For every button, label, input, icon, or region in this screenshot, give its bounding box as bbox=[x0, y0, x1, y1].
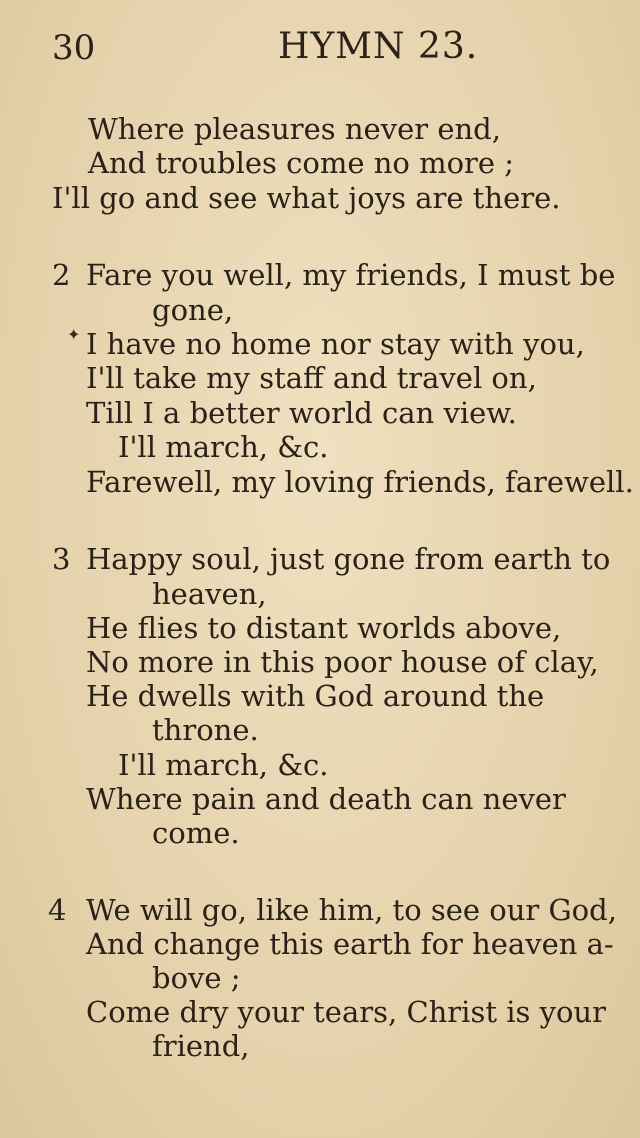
intro-line: I'll go and see what joys are there. bbox=[52, 181, 561, 215]
hymn-title: HYMN 23. bbox=[278, 26, 479, 67]
intro-line: Where pleasures never end, bbox=[88, 112, 501, 146]
verse-line: throne. bbox=[152, 713, 259, 747]
verse-line: Farewell, my loving friends, farewell. bbox=[86, 465, 634, 499]
page-header bbox=[0, 24, 640, 74]
verse-line: I'll march, &c. bbox=[118, 430, 329, 464]
page-number: 30 bbox=[52, 28, 96, 68]
verse-line: Where pain and death can never bbox=[86, 782, 566, 816]
verse-line: come. bbox=[152, 816, 240, 850]
verse-line: Fare you well, my friends, I must be bbox=[86, 258, 616, 292]
intro-line: And troubles come no more ; bbox=[88, 146, 515, 180]
verse-line: heaven, bbox=[152, 577, 267, 611]
verse-line: gone, bbox=[152, 293, 234, 327]
verse-line: Till I a better world can view. bbox=[86, 396, 517, 430]
verse-line: Happy soul, just gone from earth to bbox=[86, 542, 611, 576]
verse-line: He flies to distant worlds above, bbox=[86, 611, 562, 645]
verse-line: We will go, like him, to see our God, bbox=[86, 893, 617, 927]
verse-line: bove ; bbox=[152, 961, 241, 995]
ink-mark: ✦ bbox=[67, 325, 81, 344]
verse-line: I'll take my staff and travel on, bbox=[86, 361, 537, 395]
verse-line: I'll march, &c. bbox=[118, 748, 329, 782]
verse-number: 4 bbox=[48, 893, 67, 927]
verse-number: 3 bbox=[52, 542, 71, 576]
verse-line: And change this earth for heaven a- bbox=[86, 927, 614, 961]
verse-number: 2 bbox=[52, 258, 71, 292]
verse-line: friend, bbox=[152, 1029, 250, 1063]
verse-line: Come dry your tears, Christ is your bbox=[86, 995, 606, 1029]
verse-line: No more in this poor house of clay, bbox=[86, 645, 599, 679]
verse-line: He dwells with God around the bbox=[86, 679, 545, 713]
verse-line: I have no home nor stay with you, bbox=[86, 327, 585, 361]
